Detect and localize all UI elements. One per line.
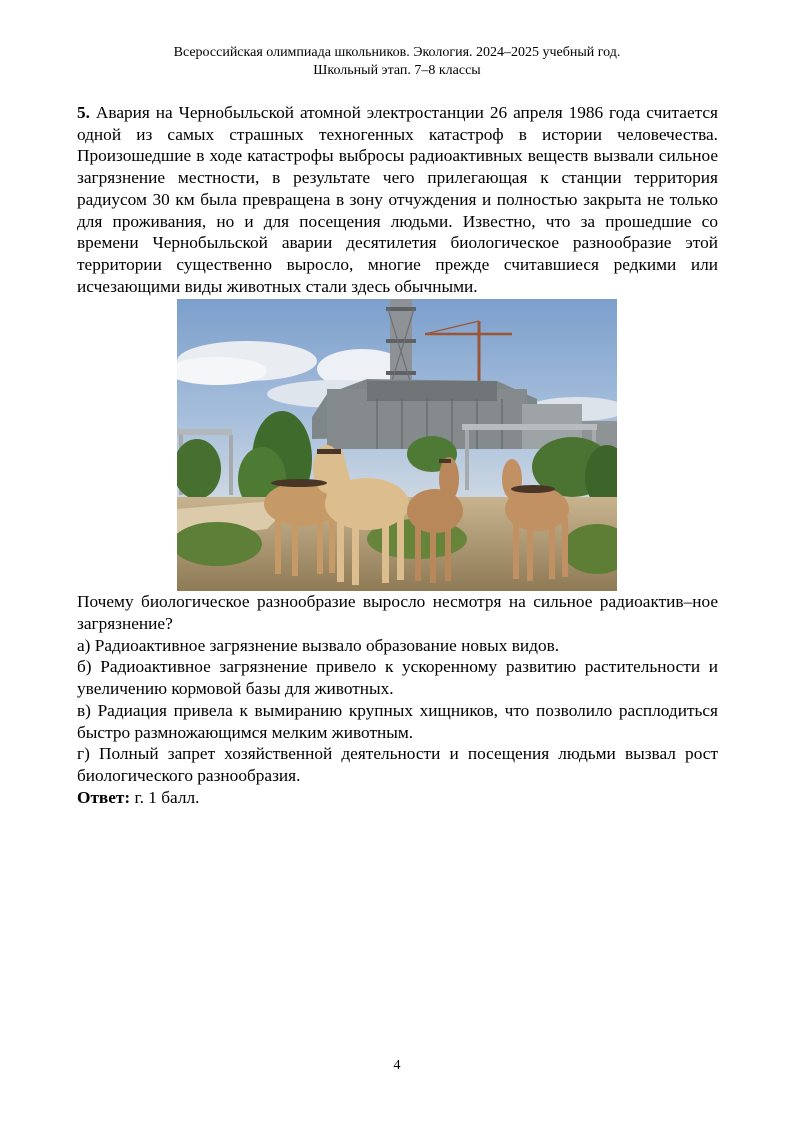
chernobyl-horses-photo (177, 299, 617, 591)
question-intro (77, 102, 718, 297)
option-b: б) Радиоактивное загрязнение привело к ускоренному развитию растительности и увеличению кормовой базы для животных. (77, 657, 718, 699)
page-number: 4 (393, 1058, 401, 1073)
option-d: г) Полный запрет хозяйственной деятельности и посещения людьми вызвал рост биологического разнообразия. (77, 744, 718, 785)
answer-text: г. 1 балл. (134, 787, 200, 807)
question-intro-text: Авария на Чернобыльской атомной электростанции 26 апреля 1986 года считается одной из самых страшных техногенных катастроф в истории человечества. Произошедшие в ходе катастрофы выбросы радиоактивных веществ вызвали сильное загрязнение местности, в результате чего прилегающая к станции территория радиусом 30 км была превращена в зону отчуждения и полностью закрыта не только для проживания, но и для посещения людьми. Известно, что за прошедшие со времени Чернобыльской аварии десятилетия биологическое разнообразие этой территории существенно выросло, многие прежде считавшиеся редкими или исчезающими виды животных стали здесь обычными. (77, 103, 718, 296)
answer-label: Ответ: (77, 787, 131, 807)
option-c: в) Радиация привела к вымиранию крупных хищников, что позволило расплодиться быстро размножающимся мелким животным. (77, 700, 718, 742)
answer-line (77, 787, 718, 809)
header-line-2: Школьный этап. 7–8 классы (313, 63, 481, 78)
question-prompt: Почему биологическое разнообразие выросло несмотря на сильное радиоактив–ное загрязнение? (77, 592, 718, 634)
option-a: а) Радиоактивное загрязнение вызвало образование новых видов. (77, 635, 560, 655)
page-header (0, 44, 794, 80)
question-number: 5. (77, 103, 90, 122)
header-line-1: Всероссийская олимпиада школьников. Экология. 2024–2025 учебный год. (173, 45, 621, 60)
question-block (77, 102, 718, 808)
